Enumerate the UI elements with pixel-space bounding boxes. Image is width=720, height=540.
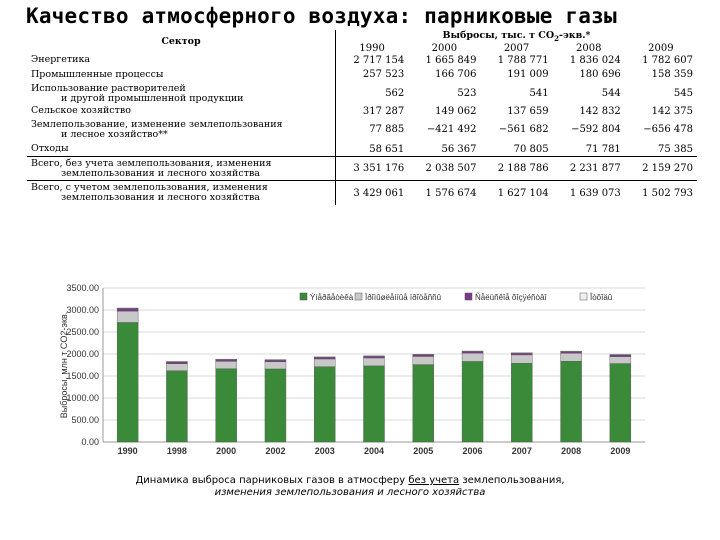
table-cell: 166 706	[435, 69, 477, 81]
x-tick-label: 1990	[117, 446, 138, 456]
table-cell: 3 429 061	[336, 181, 409, 205]
emissions-bar-chart	[55, 280, 655, 458]
caption-line-2: изменения землепользования и лесного хозяйства	[214, 487, 486, 498]
table-cell: 2 038 507	[408, 157, 480, 181]
table-cell: 1 576 674	[408, 181, 480, 205]
table-cell: 149 062	[435, 105, 477, 117]
x-tick-label: 2004	[363, 446, 385, 456]
sector-label: Отходы	[31, 143, 69, 155]
chart-caption	[100, 475, 600, 499]
bar-segment	[216, 369, 237, 442]
legend-label: Îòõîäû	[590, 293, 613, 302]
bar-segment	[413, 356, 434, 364]
y-tick-label: 3500.00	[66, 283, 99, 293]
bar-segment	[117, 308, 138, 311]
y-axis-label: Выбросы, млн т CO2-экв.	[59, 311, 69, 419]
table-row	[27, 118, 697, 142]
bar-segment	[413, 354, 434, 355]
table-cell: 137 659	[507, 105, 549, 117]
table-cell: 317 287	[336, 105, 409, 118]
bar-segment	[462, 361, 483, 442]
sector-header: Сектор	[161, 36, 201, 48]
table-row	[27, 105, 697, 118]
bar-segment	[511, 355, 532, 363]
emissions-header: Выбросы, тыс. т $CO_2-экв.*$	[336, 30, 698, 43]
sector-label: Землепользование, изменение землепользования и лесное хозяйство**	[31, 118, 283, 140]
bar-segment	[166, 362, 187, 364]
table-cell: 545	[673, 88, 693, 100]
table-cell: 158 359	[651, 69, 693, 81]
bar-segment	[117, 322, 138, 442]
table-cell: −656 478	[643, 124, 693, 136]
table-cell: 1 782 607	[642, 54, 693, 66]
table-cell: 75 385	[658, 143, 693, 155]
legend-label: Ýíåðãåòèêà	[310, 293, 354, 302]
bar-segment	[166, 361, 187, 362]
table-cell: 2 188 786	[480, 157, 552, 181]
table-cell: 257 523	[336, 67, 409, 83]
bar-segment	[413, 365, 434, 442]
page-title: Качество атмосферного воздуха: парниковые газы	[26, 4, 617, 28]
emissions-table	[27, 30, 697, 205]
bar-segment	[462, 353, 483, 361]
bar-segment	[561, 361, 582, 442]
y-tick-label: 1000.00	[66, 393, 99, 403]
table-row	[27, 142, 697, 157]
bar-segment	[610, 357, 631, 364]
table-cell: 77 885	[336, 118, 409, 142]
bar-segment	[511, 363, 532, 442]
y-tick-label: 500.00	[71, 415, 99, 425]
table-cell: 1 639 073	[553, 181, 625, 205]
x-tick-label: 2003	[314, 446, 335, 456]
table-cell: 1 788 771	[497, 54, 549, 66]
bar-segment	[216, 359, 237, 360]
table-cell: 544	[601, 88, 621, 100]
x-tick-label: 1998	[166, 446, 187, 456]
table-row	[27, 54, 697, 67]
x-tick-label: 2007	[511, 446, 532, 456]
table-cell: 1 665 849	[425, 54, 477, 66]
year-header: 2000	[431, 42, 458, 54]
chart-container	[55, 280, 655, 462]
legend-swatch	[580, 293, 587, 300]
table-row	[27, 181, 697, 205]
bar-segment	[364, 358, 385, 366]
legend-swatch	[300, 293, 307, 300]
table-cell: 142 375	[651, 105, 693, 117]
bar-segment	[216, 361, 237, 368]
table-cell: 180 696	[579, 69, 621, 81]
bar-segment	[561, 353, 582, 361]
y-tick-label: 2000.00	[66, 349, 99, 359]
bar-segment	[462, 351, 483, 352]
sector-label: Энергетика	[31, 54, 91, 66]
bar-segment	[265, 360, 286, 361]
table-cell: 562	[336, 83, 409, 105]
year-header: 2008	[575, 42, 602, 54]
table-cell: 2 159 270	[625, 157, 697, 181]
table-cell: 70 805	[513, 143, 549, 155]
year-header: 2009	[648, 42, 674, 54]
year-header: 2007	[503, 42, 530, 54]
table-cell: 71 781	[585, 143, 621, 155]
table-cell: 2 717 154	[336, 54, 409, 67]
table-row	[27, 157, 697, 181]
table-cell: 58 651	[336, 142, 409, 157]
table-cell: 523	[457, 88, 477, 100]
y-tick-label: 1500.00	[66, 371, 99, 381]
caption-line-1: Динамика выброса парниковых газов в атмосферу без учета землепользования,	[135, 475, 565, 486]
x-tick-label: 2008	[561, 446, 582, 456]
bar-segment	[166, 371, 187, 442]
table-row	[27, 67, 697, 83]
bar-segment	[314, 357, 335, 358]
legend-label: Ñåëüñêîå õîçÿéñòâî	[475, 293, 547, 302]
sector-label: Сельское хозяйство	[31, 105, 131, 117]
x-tick-label: 2009	[610, 446, 631, 456]
bar-segment	[364, 356, 385, 357]
table-body	[27, 54, 697, 205]
x-tick-label: 2005	[413, 446, 434, 456]
table-cell: −561 682	[498, 124, 549, 136]
y-tick-label: 0.00	[81, 437, 99, 447]
bar-segment	[265, 362, 286, 369]
table-cell: 1 836 024	[569, 54, 621, 66]
table-cell: 2 231 877	[553, 157, 625, 181]
legend-swatch	[465, 293, 472, 300]
table-cell: 3 351 176	[336, 157, 409, 181]
bar-segment	[166, 364, 187, 371]
table-cell: −421 492	[426, 124, 477, 136]
sector-label: Всего, без учета землепользования, изменения землепользования и лесного хозяйства	[27, 157, 336, 181]
bar-segment	[511, 353, 532, 354]
sector-label: Всего, с учетом землепользования, изменения землепользования и лесного хозяйства	[27, 181, 336, 205]
table-cell: −592 804	[571, 124, 621, 136]
bar-segment	[117, 311, 138, 322]
x-tick-label: 2002	[265, 446, 286, 456]
table-cell: 56 367	[441, 143, 477, 155]
table-row	[27, 83, 697, 105]
bar-segment	[117, 308, 138, 309]
bar-segment	[610, 364, 631, 442]
table-cell: 191 009	[507, 69, 549, 81]
y-tick-label: 3000.00	[66, 305, 99, 315]
sector-label: Использование растворителей и другой промышленной продукции	[31, 82, 244, 104]
sector-label: Промышленные процессы	[31, 68, 164, 80]
y-tick-label: 2500.00	[66, 327, 99, 337]
bar-segment	[561, 351, 582, 352]
table-cell: 1 627 104	[480, 181, 552, 205]
bar-segment	[314, 367, 335, 442]
table-cell: 541	[529, 88, 549, 100]
year-header: 1990	[336, 43, 409, 54]
table-cell: 142 832	[579, 105, 621, 117]
bar-segment	[216, 360, 237, 362]
x-tick-label: 2000	[216, 446, 237, 456]
bar-segment	[364, 366, 385, 442]
table-cell: 1 502 793	[625, 181, 697, 205]
legend-label: Ïðîìûøëåííûå ïðîöåññû	[365, 293, 442, 302]
x-tick-label: 2006	[462, 446, 483, 456]
legend-swatch	[355, 293, 362, 300]
table-header-row	[27, 30, 697, 43]
bar-segment	[265, 369, 286, 442]
bar-segment	[610, 354, 631, 355]
bar-segment	[314, 359, 335, 367]
